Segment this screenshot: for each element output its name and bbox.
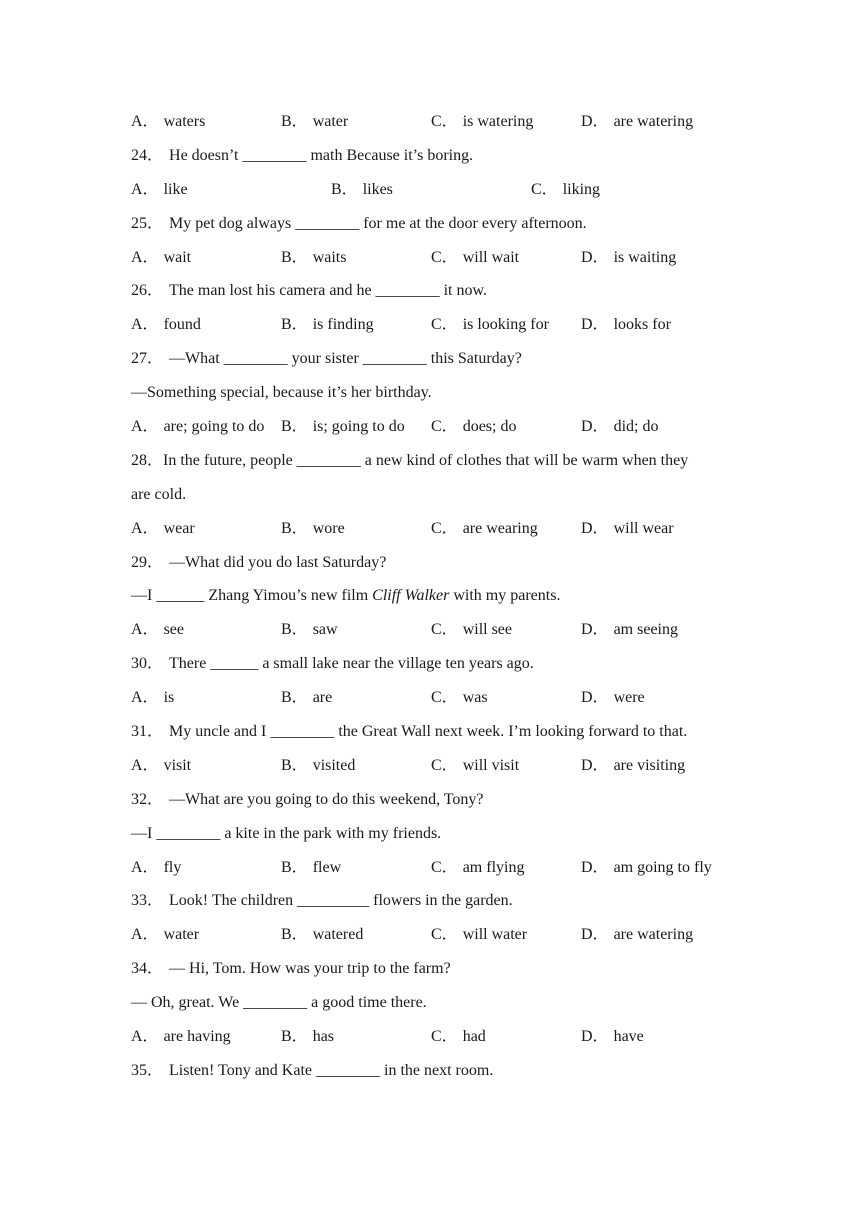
options-q27: [131, 414, 741, 448]
question-25: [131, 211, 741, 245]
option-a: A． water: [131, 926, 200, 944]
option-b: B． is; going to do: [281, 418, 405, 436]
options-q24: [131, 177, 741, 211]
option-c: C． is looking for: [431, 316, 549, 334]
option-c: C． will water: [431, 926, 528, 944]
option-d: D． are visiting: [581, 756, 686, 774]
options-q34: [131, 1024, 741, 1058]
question-35: [131, 1058, 741, 1092]
options-q32: [131, 855, 741, 889]
option-d: D． will wear: [581, 519, 674, 537]
question-24: [131, 143, 741, 177]
options-q25: [131, 245, 741, 279]
question-stem: My pet dog always ________ for me at the door every afternoon.: [169, 214, 587, 232]
options-q29: [131, 617, 741, 651]
option-b: B． saw: [281, 621, 338, 639]
question-number: 32．: [131, 790, 164, 808]
question-number: 33．: [131, 892, 164, 910]
option-c: C． was: [431, 689, 488, 707]
question-number: 28．: [131, 451, 164, 469]
question-list: [131, 109, 741, 1092]
option-c: C． am flying: [431, 858, 525, 876]
question-number: 29．: [131, 553, 164, 571]
question-number: 35．: [131, 1061, 164, 1079]
option-a: A． wear: [131, 519, 195, 537]
question-28: [131, 448, 741, 482]
option-a: A． waters: [131, 113, 206, 130]
option-c: C． had: [431, 1028, 486, 1046]
option-c: C． will visit: [431, 756, 520, 774]
question-34: [131, 956, 741, 990]
question-stem: Listen! Tony and Kate ________ in the next room.: [169, 1061, 494, 1079]
option-b: B． likes: [331, 180, 393, 198]
options-q30: [131, 685, 741, 719]
question-stem: In the future, people ________ a new kind of clothes that will be warm when they: [163, 451, 689, 469]
option-b: B． flew: [281, 858, 342, 876]
dialogue-reply: — Oh, great. We ________ a good time there.: [131, 994, 427, 1012]
options-q33: [131, 922, 741, 956]
option-b: B． waits: [281, 248, 347, 266]
option-c: C． will wait: [431, 248, 520, 266]
question-number: 30．: [131, 655, 164, 673]
option-d: D． is waiting: [581, 248, 677, 266]
question-stem: —What ________ your sister ________ this Saturday?: [169, 350, 522, 368]
option-b: B． is finding: [281, 316, 374, 334]
dialogue-reply: —I ________ a kite in the park with my friends.: [131, 824, 442, 842]
dialogue-reply: —I ______ Zhang Yimou’s new film Cliff Walker with my parents.: [131, 587, 561, 605]
option-a: A． fly: [131, 858, 182, 876]
option-a: A． see: [131, 621, 184, 639]
option-a: A． are having: [131, 1028, 231, 1046]
option-d: D． am seeing: [581, 621, 678, 639]
question-number: 25．: [131, 214, 164, 232]
question-stem-continued: are cold.: [131, 485, 187, 503]
option-a: A． visit: [131, 756, 192, 774]
option-d: D． am going to fly: [581, 858, 712, 876]
option-d: D． were: [581, 689, 645, 707]
question-27: [131, 346, 741, 380]
option-d: D． did; do: [581, 418, 659, 436]
question-stem: My uncle and I ________ the Great Wall next week. I’m looking forward to that.: [169, 723, 688, 741]
options-q26: [131, 312, 741, 346]
option-c: C． will see: [431, 621, 513, 639]
question-29: [131, 550, 741, 584]
question-number: 34．: [131, 960, 164, 978]
option-d: D． are watering: [581, 113, 694, 130]
question-number: 26．: [131, 282, 164, 300]
question-stem: —What did you do last Saturday?: [169, 553, 387, 571]
option-a: A． is: [131, 689, 175, 707]
question-30: [131, 651, 741, 685]
options-q31: [131, 753, 741, 787]
question-stem: He doesn’t ________ math Because it’s boring.: [169, 146, 474, 164]
option-b: B． are: [281, 689, 333, 707]
question-number: 31．: [131, 723, 164, 741]
question-32: [131, 787, 741, 821]
question-33: [131, 888, 741, 922]
option-b: B． water: [281, 113, 349, 130]
option-c: C． are wearing: [431, 519, 538, 537]
option-a: A． like: [131, 180, 188, 198]
question-stem: — Hi, Tom. How was your trip to the farm?: [169, 960, 451, 978]
option-b: B． has: [281, 1028, 335, 1046]
film-title: Cliff Walker: [372, 587, 450, 605]
option-a: A． are; going to do: [131, 418, 265, 436]
option-b: B． watered: [281, 926, 364, 944]
option-c: C． is watering: [431, 113, 534, 130]
option-a: A． wait: [131, 248, 192, 266]
option-b: B． wore: [281, 519, 345, 537]
dialogue-reply: —Something special, because it’s her birthday.: [131, 384, 432, 402]
option-c: C． does; do: [431, 418, 517, 436]
question-31: [131, 719, 741, 753]
question-number: 27．: [131, 350, 164, 368]
question-stem: There ______ a small lake near the village ten years ago.: [169, 655, 534, 673]
question-stem: The man lost his camera and he ________ it now.: [169, 282, 488, 300]
option-d: D． looks for: [581, 316, 671, 334]
option-a: A． found: [131, 316, 201, 334]
question-stem: Look! The children _________ flowers in the garden.: [169, 892, 513, 910]
option-d: D． have: [581, 1028, 644, 1046]
option-c: C． liking: [531, 180, 601, 198]
option-d: D． are watering: [581, 926, 694, 944]
option-b: B． visited: [281, 756, 356, 774]
question-stem: —What are you going to do this weekend, Tony?: [169, 790, 484, 808]
question-number: 24．: [131, 146, 164, 164]
options-q23: [131, 109, 741, 143]
options-q28: [131, 516, 741, 550]
question-26: [131, 278, 741, 312]
